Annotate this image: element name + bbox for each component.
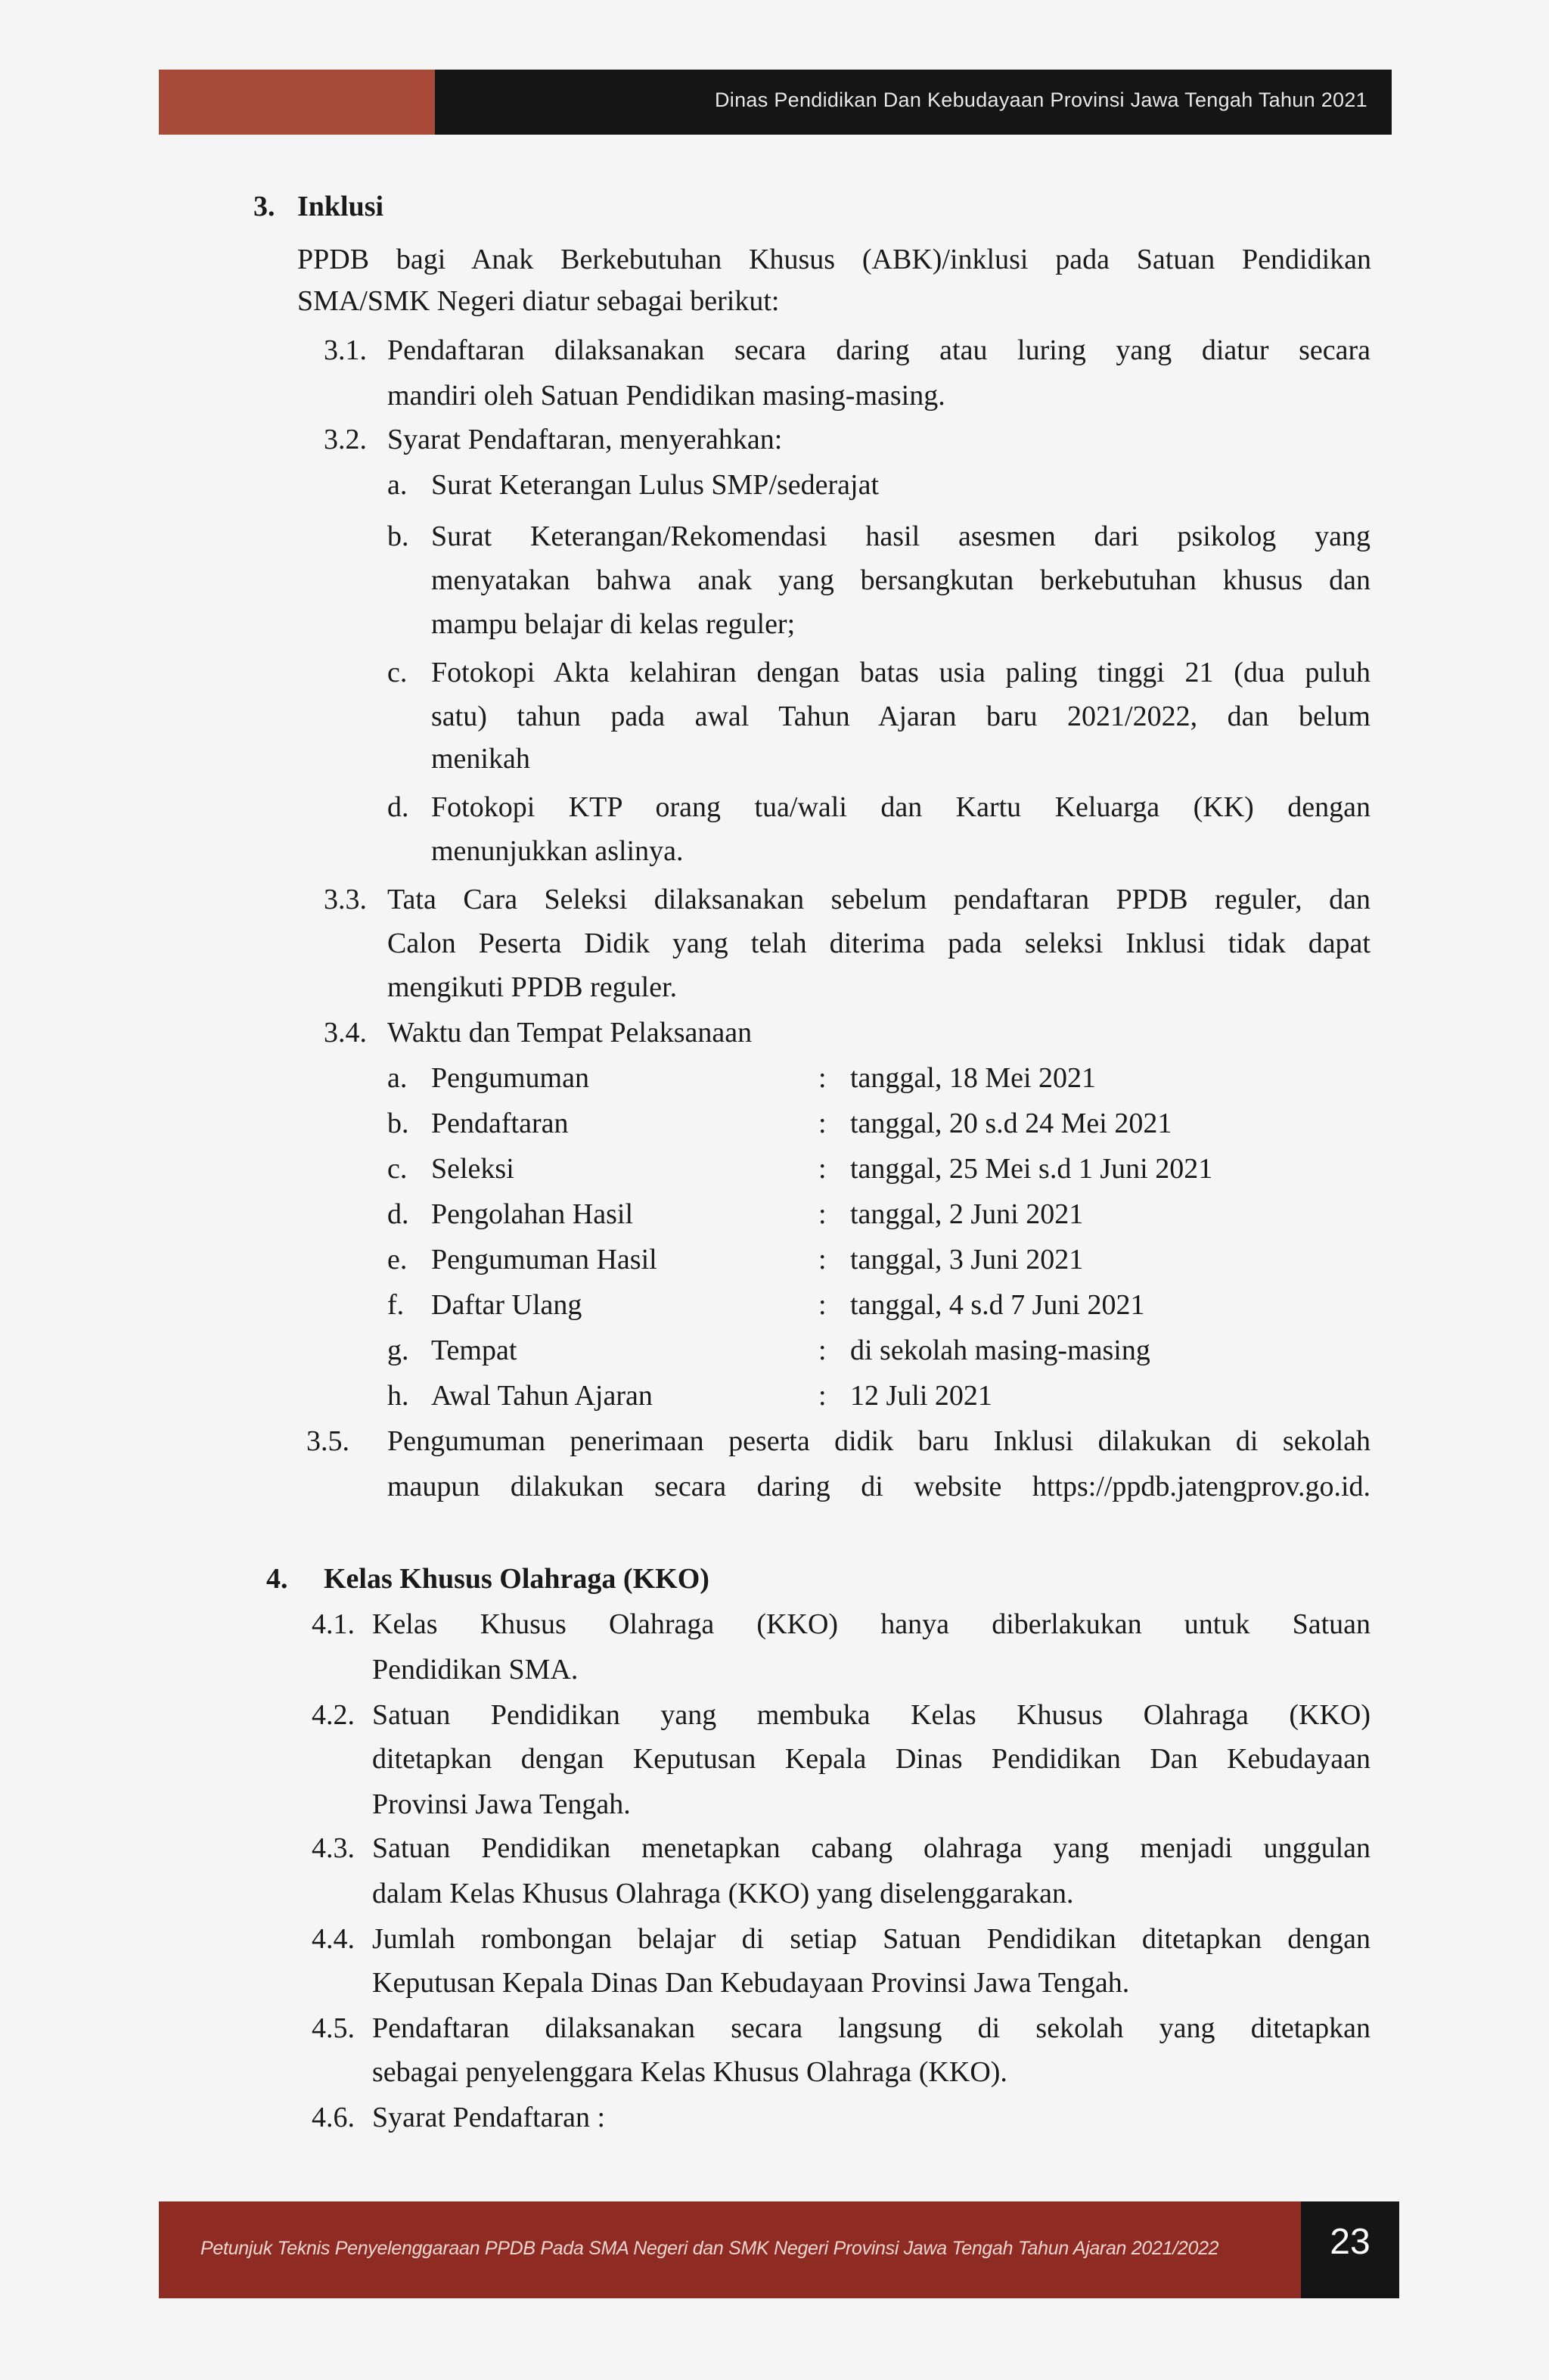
- schedule-label: b.: [387, 1108, 409, 1139]
- item-3-2-a-label: a.: [387, 469, 408, 501]
- item-3-4-title: Waktu dan Tempat Pelaksanaan: [387, 1017, 753, 1049]
- item-4-1-line2: Pendidikan SMA.: [372, 1654, 579, 1686]
- section-3-title: Inklusi: [297, 191, 384, 222]
- item-4-6-number: 4.6.: [312, 2102, 355, 2133]
- schedule-value: tanggal, 3 Juni 2021: [850, 1244, 1084, 1275]
- item-3-1-line1: Pendaftaran dilaksanakan secara daring atau luring yang diatur secara: [387, 334, 1371, 366]
- item-3-1-number: 3.1.: [324, 334, 367, 366]
- item-3-2-b-line1: Surat Keterangan/Rekomendasi hasil asesmen dari psikolog yang: [431, 520, 1371, 552]
- item-4-3-line2: dalam Kelas Khusus Olahraga (KKO) yang diselenggarakan.: [372, 1878, 1074, 1909]
- item-3-2-b-line2: menyatakan bahwa anak yang bersangkutan berkebutuhan khusus dan: [431, 564, 1371, 596]
- item-4-2-line3: Provinsi Jawa Tengah.: [372, 1788, 631, 1820]
- item-4-2-line2: ditetapkan dengan Keputusan Kepala Dinas Pendidikan Dan Kebudayaan: [372, 1743, 1371, 1775]
- schedule-value: tanggal, 20 s.d 24 Mei 2021: [850, 1108, 1172, 1139]
- item-3-2-title: Syarat Pendaftaran, menyerahkan:: [387, 424, 783, 455]
- schedule-label: a.: [387, 1062, 408, 1094]
- schedule-value: tanggal, 25 Mei s.d 1 Juni 2021: [850, 1153, 1213, 1185]
- header-title: Dinas Pendidikan Dan Kebudayaan Provinsi Jawa Tengah Tahun 2021: [714, 89, 1367, 111]
- item-4-4-line2: Keputusan Kepala Dinas Dan Kebudayaan Provinsi Jawa Tengah.: [372, 1967, 1130, 1999]
- item-3-2-c-line3: menikah: [431, 743, 530, 775]
- section-3-number: 3.: [253, 191, 275, 222]
- item-3-2-d-line1: Fotokopi KTP orang tua/wali dan Kartu Keluarga (KK) dengan: [431, 791, 1371, 823]
- schedule-separator: :: [818, 1198, 827, 1230]
- schedule-value: tanggal, 2 Juni 2021: [850, 1198, 1084, 1230]
- item-3-3-number: 3.3.: [324, 884, 367, 915]
- schedule-separator: :: [818, 1334, 827, 1366]
- header-accent-block: [159, 70, 435, 135]
- schedule-name: Pendaftaran: [431, 1108, 569, 1139]
- schedule-separator: :: [818, 1108, 827, 1139]
- item-3-2-d-line2: menunjukkan aslinya.: [431, 835, 684, 867]
- item-4-5-line1: Pendaftaran dilaksanakan secara langsung di sekolah yang ditetapkan: [372, 2012, 1371, 2044]
- item-3-3-line2: Calon Peserta Didik yang telah diterima pada seleksi Inklusi tidak dapat: [387, 927, 1371, 959]
- schedule-value: 12 Juli 2021: [850, 1380, 992, 1412]
- item-4-5-line2: sebagai penyelenggara Kelas Khusus Olahraga (KKO).: [372, 2056, 1007, 2088]
- schedule-name: Pengumuman Hasil: [431, 1244, 657, 1275]
- schedule-label: c.: [387, 1153, 408, 1185]
- schedule-name: Pengumuman: [431, 1062, 589, 1094]
- schedule-label: f.: [387, 1289, 405, 1321]
- item-4-4-number: 4.4.: [312, 1923, 355, 1955]
- item-4-5-number: 4.5.: [312, 2012, 355, 2044]
- item-3-2-c-line1: Fotokopi Akta kelahiran dengan batas usia paling tinggi 21 (dua puluh: [431, 657, 1371, 688]
- section-3-intro-line1: PPDB bagi Anak Berkebutuhan Khusus (ABK)/inklusi pada Satuan Pendidikan: [297, 244, 1371, 275]
- schedule-separator: :: [818, 1289, 827, 1321]
- schedule-label: d.: [387, 1198, 409, 1230]
- footer-title: Petunjuk Teknis Penyelenggaraan PPDB Pada SMA Negeri dan SMK Negeri Provinsi Jawa Tengah Tahun Ajaran 2021/2022: [200, 2238, 1219, 2259]
- item-3-5-line1: Pengumuman penerimaan peserta didik baru Inklusi dilakukan di sekolah: [387, 1425, 1371, 1457]
- schedule-name: Pengolahan Hasil: [431, 1198, 634, 1230]
- item-3-2-c-line2: satu) tahun pada awal Tahun Ajaran baru 2021/2022, dan belum: [431, 701, 1371, 732]
- item-3-2-d-label: d.: [387, 791, 409, 823]
- schedule-value: tanggal, 4 s.d 7 Juni 2021: [850, 1289, 1145, 1321]
- item-4-2-line1: Satuan Pendidikan yang membuka Kelas Khusus Olahraga (KKO): [372, 1699, 1371, 1731]
- item-3-2-number: 3.2.: [324, 424, 367, 455]
- schedule-label: h.: [387, 1380, 409, 1412]
- item-4-6-line1: Syarat Pendaftaran :: [372, 2102, 606, 2133]
- item-3-4-number: 3.4.: [324, 1017, 367, 1049]
- schedule-name: Awal Tahun Ajaran: [431, 1380, 653, 1412]
- item-4-3-number: 4.3.: [312, 1832, 355, 1864]
- schedule-label: e.: [387, 1244, 408, 1275]
- schedule-name: Daftar Ulang: [431, 1289, 582, 1321]
- section-4-number: 4.: [266, 1563, 288, 1595]
- schedule-value: di sekolah masing-masing: [850, 1334, 1150, 1366]
- item-3-2-b-line3: mampu belajar di kelas reguler;: [431, 608, 796, 640]
- item-3-2-c-label: c.: [387, 657, 408, 688]
- schedule-separator: :: [818, 1153, 827, 1185]
- schedule-label: g.: [387, 1334, 409, 1366]
- item-4-1-number: 4.1.: [312, 1608, 355, 1640]
- item-3-3-line3: mengikuti PPDB reguler.: [387, 971, 678, 1003]
- item-4-1-line1: Kelas Khusus Olahraga (KKO) hanya diberlakukan untuk Satuan: [372, 1608, 1371, 1640]
- item-3-1-line2: mandiri oleh Satuan Pendidikan masing-masing.: [387, 380, 945, 412]
- item-3-3-line1: Tata Cara Seleksi dilaksanakan sebelum pendaftaran PPDB reguler, dan: [387, 884, 1371, 915]
- section-4-title: Kelas Khusus Olahraga (KKO): [324, 1563, 709, 1595]
- schedule-value: tanggal, 18 Mei 2021: [850, 1062, 1097, 1094]
- item-3-2-a-text: Surat Keterangan Lulus SMP/sederajat: [431, 469, 880, 501]
- item-3-5-line2: maupun dilakukan secara daring di website https://ppdb.jatengprov.go.id.: [387, 1471, 1371, 1502]
- schedule-name: Seleksi: [431, 1153, 514, 1185]
- page-number: 23: [1330, 2222, 1371, 2262]
- item-4-4-line1: Jumlah rombongan belajar di setiap Satuan Pendidikan ditetapkan dengan: [372, 1923, 1371, 1955]
- item-3-5-number: 3.5.: [306, 1425, 349, 1457]
- schedule-separator: :: [818, 1380, 827, 1412]
- schedule-name: Tempat: [431, 1334, 517, 1366]
- schedule-separator: :: [818, 1244, 827, 1275]
- schedule-separator: :: [818, 1062, 827, 1094]
- item-3-2-b-label: b.: [387, 520, 409, 552]
- item-4-3-line1: Satuan Pendidikan menetapkan cabang olahraga yang menjadi unggulan: [372, 1832, 1371, 1864]
- item-4-2-number: 4.2.: [312, 1699, 355, 1731]
- section-3-intro-line2: SMA/SMK Negeri diatur sebagai berikut:: [297, 285, 780, 317]
